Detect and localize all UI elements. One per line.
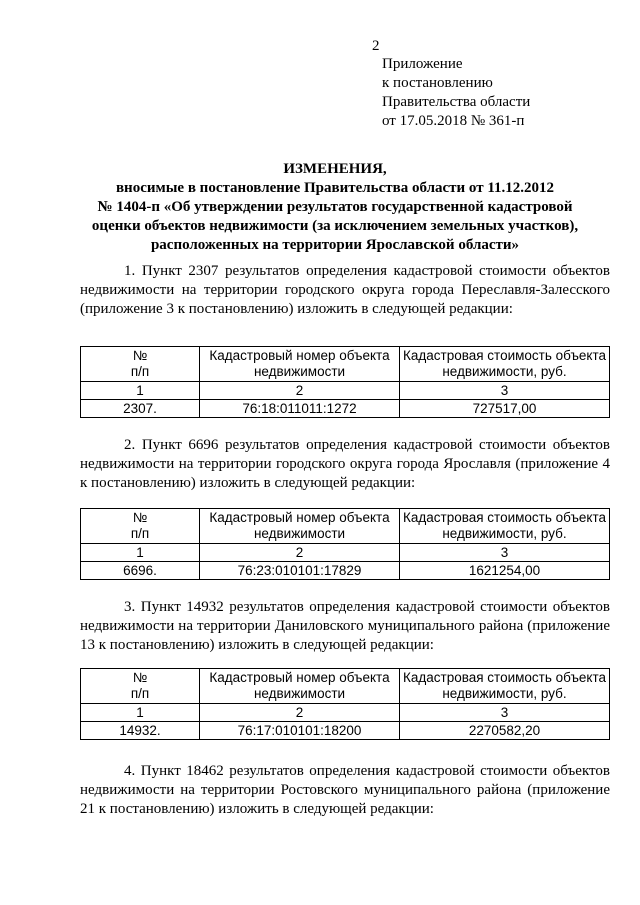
header-cadastral-number: Кадастровый номер объекта недвижимости [200, 509, 400, 544]
header-cadastral-value: Кадастровая стоимость объекта недвижимости, руб. [400, 509, 610, 544]
appendix-line: Приложение [382, 56, 463, 72]
title-line: расположенных на территории Ярославской области» [150, 237, 520, 253]
row-number: 2307. [81, 400, 200, 418]
column-index: 1 [81, 382, 200, 400]
appendix-line: к постановлению [382, 75, 493, 91]
title-line: № 1404-п «Об утверждении результатов государственной кадастровой [97, 199, 573, 215]
appendix-line: Правительства области [382, 94, 531, 110]
column-index: 3 [400, 704, 610, 722]
row-cadastral-number: 76:23:010101:17829 [200, 562, 400, 580]
section-paragraph-4: 4. Пункт 18462 результатов определения кадастровой стоимости объектов недвижимости на территории Ростовского муниципального района (приложение 21 к постановлению) изложить в следующей редакции: [80, 763, 610, 817]
header-number: № п/п [81, 347, 200, 382]
document-title [70, 160, 600, 255]
column-index: 1 [81, 704, 200, 722]
section-paragraph-2: 2. Пункт 6696 результатов определения кадастровой стоимости объектов недвижимости на территории городского округа города Ярославля (приложение 4 к постановлению) изложить в следующей редакции: [80, 437, 610, 491]
column-index: 3 [400, 382, 610, 400]
header-cadastral-value: Кадастровая стоимость объекта недвижимости, руб. [400, 669, 610, 704]
row-cadastral-value: 1621254,00 [400, 562, 610, 580]
table-row [81, 400, 610, 418]
header-cadastral-value: Кадастровая стоимость объекта недвижимости, руб. [400, 347, 610, 382]
appendix-block [382, 55, 530, 131]
column-index: 2 [200, 704, 400, 722]
row-cadastral-value: 727517,00 [400, 400, 610, 418]
title-line: вносимые в постановление Правительства области от 11.12.2012 [115, 180, 555, 196]
row-number: 6696. [81, 562, 200, 580]
table-row [81, 722, 610, 740]
column-index: 1 [81, 544, 200, 562]
header-cadastral-number: Кадастровый номер объекта недвижимости [200, 347, 400, 382]
row-cadastral-value: 2270582,20 [400, 722, 610, 740]
row-cadastral-number: 76:18:011011:1272 [200, 400, 400, 418]
column-index: 2 [200, 544, 400, 562]
header-number: № п/п [81, 509, 200, 544]
page-number: 2 [372, 38, 380, 54]
title-line: ИЗМЕНЕНИЯ, [283, 161, 387, 177]
title-line: оценки объектов недвижимости (за исключением земельных участков), [91, 218, 579, 234]
appendix-line: от 17.05.2018 № 361-п [382, 113, 525, 129]
section-paragraph-3: 3. Пункт 14932 результатов определения кадастровой стоимости объектов недвижимости на территории Даниловского муниципального района (приложение 13 к постановлению) изложить в следующей редакции: [80, 599, 610, 653]
table-row [81, 562, 610, 580]
header-cadastral-number: Кадастровый номер объекта недвижимости [200, 669, 400, 704]
header-number: № п/п [81, 669, 200, 704]
cadastral-table-2 [80, 508, 610, 580]
row-number: 14932. [81, 722, 200, 740]
column-index: 3 [400, 544, 610, 562]
column-index: 2 [200, 382, 400, 400]
row-cadastral-number: 76:17:010101:18200 [200, 722, 400, 740]
cadastral-table-3 [80, 668, 610, 740]
section-paragraph-1: 1. Пункт 2307 результатов определения кадастровой стоимости объектов недвижимости на территории городского округа города Переславля-Залесского (приложение 3 к постановлению) изложить в следующей редакции: [80, 263, 610, 317]
cadastral-table-1 [80, 346, 610, 418]
